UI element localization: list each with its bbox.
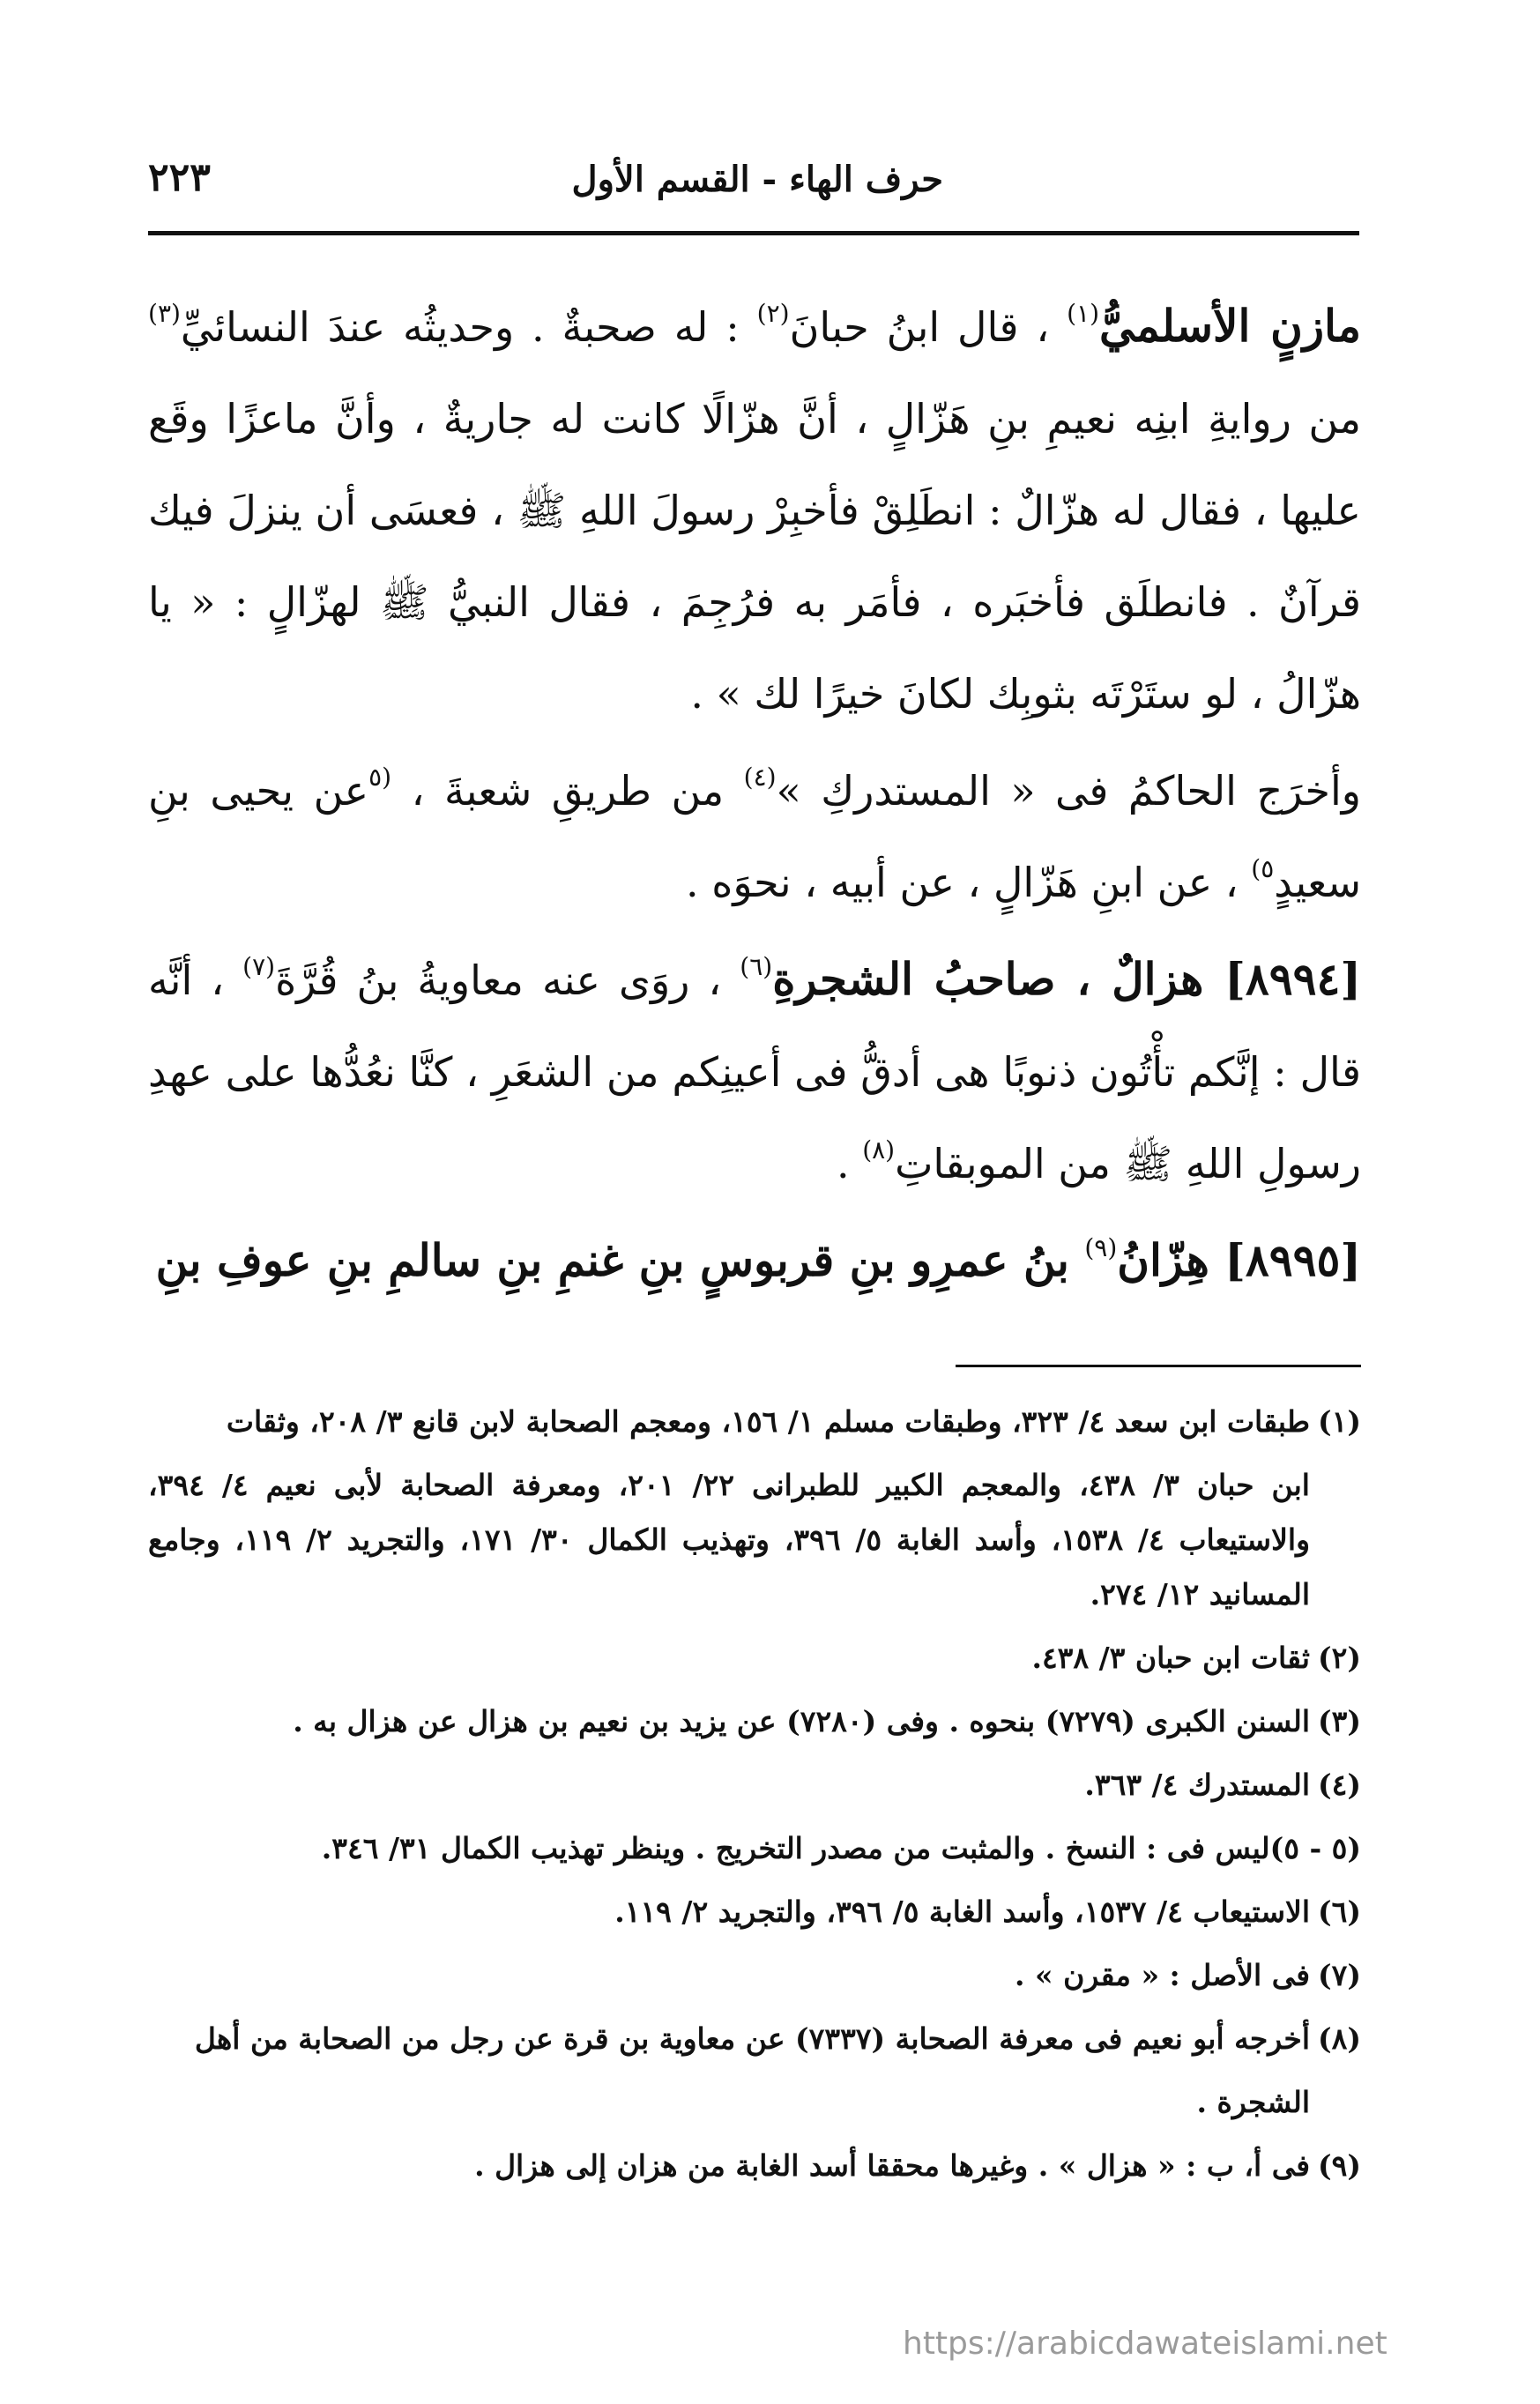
footnote-number: (١) [1318,1404,1361,1439]
footnote-number: (٩) [1318,2148,1361,2183]
footnote-ref: (٤) [743,763,777,792]
footnote-5 [148,1821,1361,1876]
footnote-4 [148,1758,1361,1812]
footnote-ref: (٨) [862,1135,896,1165]
footnote-number: (٣) [1318,1704,1361,1738]
footnote-text: أخرجه أبو نعيم فى معرفة الصحابة (٧٣٣٧) عن معاوية بن قرة عن رجل من الصحابة من أهل [194,2021,1310,2056]
footnote-text: المستدرك ٤/ ٣٦٣. [1084,1768,1310,1802]
header-rule [148,231,1359,235]
footnote-6 [148,1885,1361,1939]
text-segment: ، أنَّه قال : إنَّكم تأْتُون ذنوبًا هى أدقُّ فى أعينِكم من الشعَرِ ، كنَّا نعُدُّها على عهدِ رسولِ اللهِ ﷺ من الموبقاتِ [148,956,1361,1187]
page-number: ٢٢٣ [148,155,211,200]
footnote-7 [148,1948,1361,2003]
footnote-text: ثقات ابن حبان ٣/ ٤٣٨. [1031,1641,1310,1675]
footnote-1-continued: ابن حبان ٣/ ٤٣٨، والمعجم الكبير للطبرانى ٢٢/ ٢٠١، ومعرفة الصحابة لأبى نعيم ٤/ ٣٩٤، والاستيعاب ٤/ ١٥٣٨، وأسد الغابة ٥/ ٣٩٦، وتهذيب الكمال ٣٠/ ١٧١، والتجريد ٢/ ١١٩، وجامع المسانيد ١٢/ ٢٧٤. [148,1468,1311,1611]
footnote-text: الاستيعاب ٤/ ١٥٣٧، وأسد الغابة ٥/ ٣٩٦، والتجريد ٢/ ١١٩. [614,1894,1310,1929]
text-segment: من روايةِ ابنِه نعيمِ بنِ هَزّالٍ ، أنَّ هزّالًا كانت له جاريةٌ ، وأنَّ ماعزًا وقَع عليها ، فقال له هزّالٌ : انطَلِقْ فأخبِرْ رسولَ اللهِ ﷺ ، فعسَى أن ينزلَ فيك قرآنٌ . فانطلَق فأخبَره ، فأمَر به فرُجِمَ ، فقال النبيُّ ﷺ لهزّالٍ : « يا هزّالُ ، لو ستَرْتَه بثوبِك لكانَ خيرًا لك » . [148,395,1361,718]
footnote-3 [148,1694,1361,1749]
footnote-ref: (٢) [756,299,790,328]
entry-heading: [٨٩٩٥] هِزّانُ [1117,1234,1361,1286]
footnote-ref: (٩) [1084,1233,1118,1262]
text-segment: من طريقِ شعبةَ ، [391,767,744,815]
footnote-ref: (٦) [740,952,773,981]
footnotes [148,1395,1361,2202]
footnote-separator [956,1365,1361,1367]
text-segment: عن يحيى بنِ سعيدٍ [148,767,1361,906]
footnote-text: فى أ، ب : « هزال » . وغيرها محققا أسد الغابة من هزان إلى هزال . [474,2148,1310,2183]
footnote-number: (٦) [1318,1894,1361,1929]
footnote-9 [148,2139,1361,2193]
footnote-number: (٢) [1318,1641,1361,1675]
entry-8994 [148,934,1361,1209]
text-segment: ، قال ابنُ حبانَ [789,303,1068,351]
text-segment: ، روَى عنه معاويةُ بنُ قُرَّةَ [275,956,740,1004]
text-segment: ، عن ابنِ هَزّالٍ ، عن أبيه ، نحوَه . [686,859,1252,906]
footnote-number: (٧) [1318,1958,1361,1992]
main-text [148,280,1361,1307]
footnote-text: فى الأصل : « مقرن » . [1015,1958,1310,1992]
footnote-ref: (١) [1067,299,1100,328]
running-header [148,155,1358,220]
footnote-number: (٤) [1318,1768,1361,1802]
paragraph-2 [148,745,1361,928]
footnote-text: ليس فى : النسخ . والمثبت من مصدر التخريج . وينظر تهذيب الكمال ٣١/ ٣٤٦. [321,1831,1270,1865]
text-segment: . [836,1140,863,1187]
text-segment: وأخرَج الحاكمُ فى « المستدركِ » [776,767,1361,815]
header-title: حرف الهاء - القسم الأول [571,159,943,200]
footnote-number: (٥ - ٥) [1269,1831,1361,1865]
footnote-ref: ٥) [1251,854,1275,883]
watermark-url: https://arabicdawateislami.net [903,2326,1387,2362]
paragraph-1 [148,280,1361,740]
footnote-2 [148,1631,1361,1686]
footnote-8 [148,2012,1361,2066]
text-segment: بنُ عمرِو بنِ قربوسٍ بنِ غنمِ بنِ سالمِ بنِ عوفِ بنِ [155,1234,1085,1286]
footnote-text: السنن الكبرى (٧٢٧٩) بنحوه . وفى (٧٢٨٠) عن يزيد بن نعيم بن هزال عن هزال به . [293,1704,1310,1738]
footnote-ref: (٥ [368,763,392,792]
text-segment: : له صحبةٌ . وحديثُه عندَ النسائيِّ [180,303,757,351]
footnote-8-continued: الشجرة . [1196,2085,1310,2119]
name-mazin: مازنٍ الأسلميُّ [1099,300,1361,352]
footnote-ref: (٣) [148,299,181,328]
footnote-number: (٨) [1318,2021,1361,2056]
footnote-text: طبقات ابن سعد ٤/ ٣٢٣، وطبقات مسلم ١/ ١٥٦، ومعجم الصحابة لابن قانع ٣/ ٢٠٨، وثقات [226,1404,1310,1439]
footnote-1 [148,1395,1361,1449]
entry-8995 [148,1215,1361,1307]
entry-heading: [٨٩٩٤] هزالٌ ، صاحبُ الشجرةِ [772,953,1361,1005]
footnote-ref: (٧) [242,952,276,981]
